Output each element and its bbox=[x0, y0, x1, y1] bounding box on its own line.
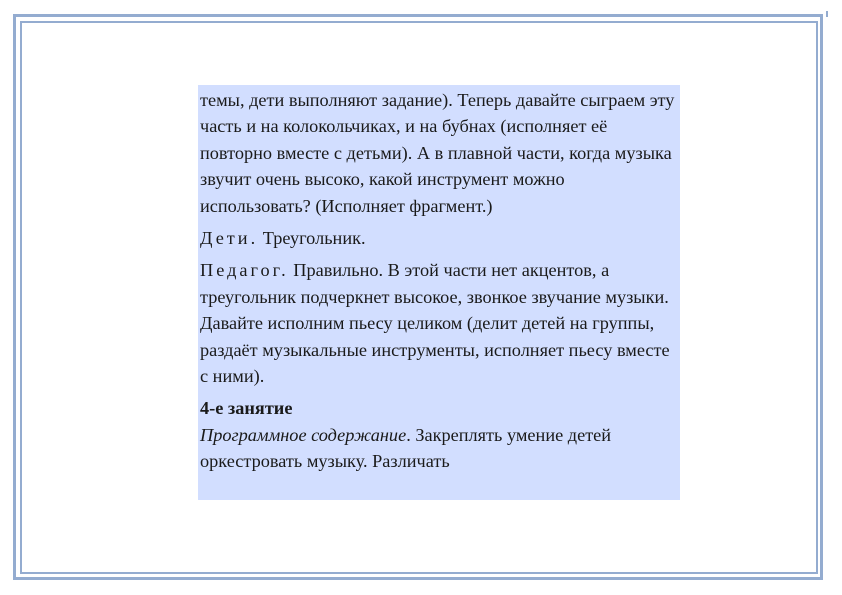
text-block bbox=[198, 85, 680, 500]
paragraph-2 bbox=[200, 225, 678, 251]
program-content-label: Программное содержание bbox=[200, 424, 407, 445]
paragraph-4 bbox=[200, 422, 678, 475]
paragraph-2-text: Треугольник. bbox=[258, 228, 366, 249]
lesson-heading: 4-е занятие bbox=[200, 398, 293, 419]
paragraph-3-text: Правильно. В этой части нет акцентов, а треугольник подчеркнет высокое, звонкое звучание музыки. Давайте исполним пьесу целиком (делит детей на группы, раздаёт музыкальные инструменты, исполняет пьесу вместе с ними). bbox=[200, 260, 670, 387]
frame-corner-mark bbox=[826, 11, 828, 17]
paragraph-3 bbox=[200, 257, 678, 389]
paragraph-4-text: . Закреплять умение детей оркестровать музыку. Различать bbox=[200, 424, 612, 472]
speaker-teacher: Педагог. bbox=[200, 260, 289, 281]
paragraph-1: темы, дети выполняют задание). Теперь давайте сыграем эту часть и на колокольчиках, и на бубнах (исполняет её повторно вместе с детьми). А в плавной части, когда музыка звучит очень высоко, какой инструмент можно использовать? (Исполняет фрагмент.) bbox=[200, 90, 675, 216]
speaker-children: Дети. bbox=[200, 228, 259, 249]
